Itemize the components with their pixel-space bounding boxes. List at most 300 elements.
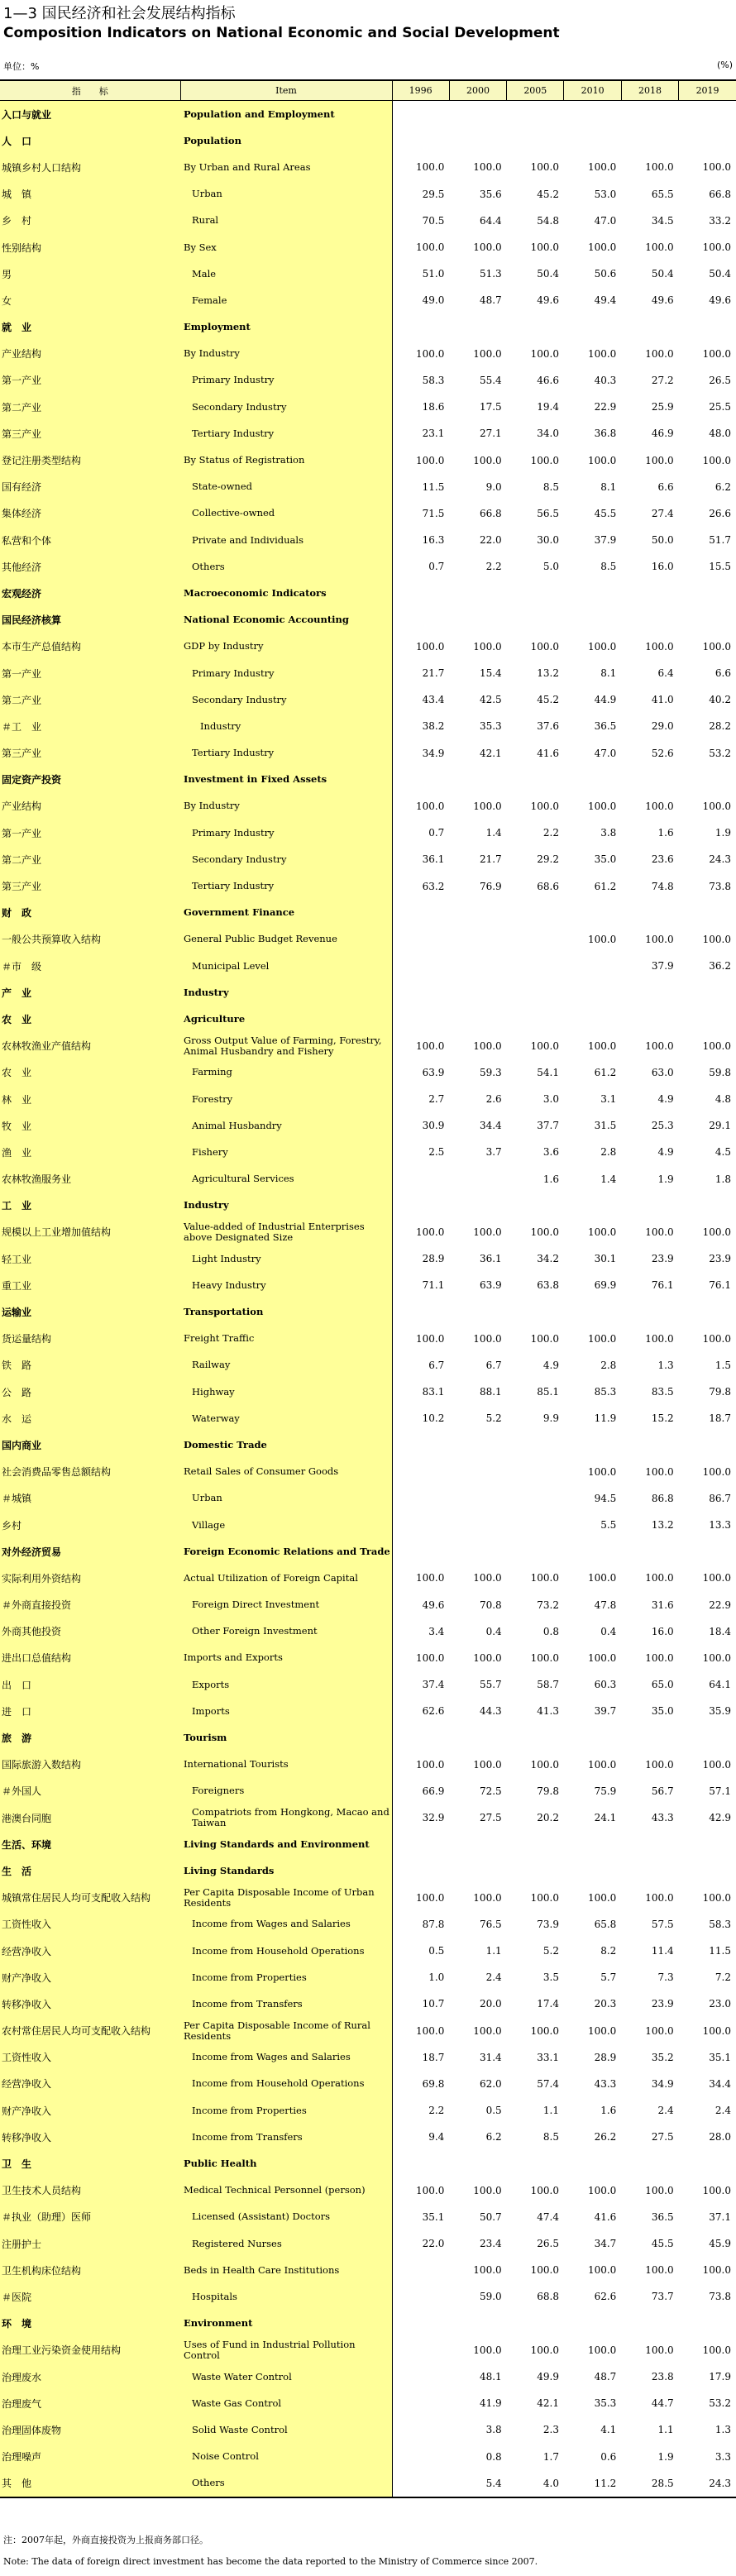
value-cell: 58.3: [709, 1918, 731, 1930]
value-cell: 25.9: [651, 401, 674, 413]
value-cell: 42.9: [709, 1812, 731, 1824]
value-cell: 69.8: [422, 2077, 445, 2090]
value-cell: 64.4: [479, 214, 502, 227]
value-cell: [679, 900, 736, 926]
value-cell: 50.0: [651, 534, 674, 547]
value-cell: 50.4: [709, 268, 731, 280]
value-cell: 49.6: [709, 294, 731, 307]
value-cell: [679, 1724, 736, 1751]
value-cell: 100.0: [473, 2024, 502, 2037]
table-row: [0, 846, 736, 872]
value-cell: 27.5: [651, 2131, 674, 2143]
item-cell: Other Foreign Investment: [180, 1618, 392, 1645]
item-cell: Medical Technical Personnel (person): [180, 2177, 392, 2204]
item-cell: Noise Control: [180, 2444, 392, 2470]
value-cell: [679, 101, 736, 128]
value-cell: 100.0: [530, 2264, 559, 2277]
value-cell: [564, 607, 621, 633]
indicator-cell: ＃外商直接投资: [0, 1592, 180, 1618]
indicator-cell: 港澳台同胞: [0, 1804, 180, 1831]
value-cell: 10.2: [422, 1412, 445, 1425]
table-row: [0, 1565, 736, 1591]
item-cell: Registered Nurses: [180, 2230, 392, 2257]
value-cell: 100.0: [473, 1651, 502, 1664]
value-cell: 24.3: [709, 853, 731, 866]
table-row: [0, 2470, 736, 2497]
value-cell: 17.9: [709, 2371, 731, 2383]
value-cell: 37.7: [537, 1120, 559, 1132]
value-cell: 100.0: [587, 800, 617, 812]
indicator-cell: 出 口: [0, 1671, 180, 1698]
value-cell: 100.0: [473, 1758, 502, 1771]
indicator-cell: 生活、环境: [0, 1831, 180, 1857]
value-cell: [564, 127, 621, 154]
value-cell: 47.8: [594, 1599, 617, 1611]
value-cell: 6.4: [657, 667, 674, 680]
item-cell: Primary Industry: [180, 660, 392, 686]
value-cell: 35.9: [709, 1705, 731, 1718]
value-cell: 28.2: [709, 720, 731, 733]
value-cell: 34.2: [537, 1253, 559, 1265]
value-cell: 66.9: [422, 1785, 445, 1797]
table-row: [0, 314, 736, 341]
header-year: 2005: [507, 80, 564, 101]
item-cell: Solid Waste Control: [180, 2416, 392, 2443]
item-cell: Environment: [180, 2311, 392, 2337]
indicator-cell: 国民经济核算: [0, 607, 180, 633]
value-cell: 51.3: [479, 268, 502, 280]
value-cell: 46.9: [651, 428, 674, 440]
value-cell: 62.0: [479, 2077, 502, 2090]
value-cell: [621, 101, 678, 128]
value-cell: 5.4: [449, 2470, 506, 2497]
indicator-cell: 财产净收入: [0, 1964, 180, 1991]
value-cell: [507, 1431, 564, 1458]
value-cell: 47.0: [594, 214, 617, 227]
value-cell: 83.5: [651, 1386, 674, 1398]
value-cell: 15.4: [479, 667, 502, 680]
indicator-cell: 财 政: [0, 900, 180, 926]
value-cell: [392, 1485, 449, 1512]
value-cell: 34.7: [594, 2238, 617, 2250]
table-row: [0, 1431, 736, 1458]
value-cell: 2.4: [657, 2105, 674, 2117]
value-cell: 76.9: [479, 880, 502, 892]
indicator-cell: 集体经济: [0, 500, 180, 527]
value-cell: 49.0: [422, 294, 445, 307]
value-cell: 34.0: [537, 428, 559, 440]
value-cell: [621, 1831, 678, 1857]
table-row: [0, 1618, 736, 1645]
value-cell: [679, 1431, 736, 1458]
value-cell: 59.3: [479, 1066, 502, 1078]
item-cell: Imports and Exports: [180, 1645, 392, 1671]
value-cell: 16.0: [651, 561, 674, 573]
indicator-cell: 铁 路: [0, 1352, 180, 1379]
value-cell: [392, 1166, 449, 1192]
value-cell: [621, 767, 678, 793]
value-cell: 100.0: [702, 640, 731, 652]
item-cell: Income from Properties: [180, 1964, 392, 1991]
value-cell: [392, 2283, 449, 2310]
item-cell: Licensed (Assistant) Doctors: [180, 2204, 392, 2230]
value-cell: [507, 926, 564, 953]
item-cell: Foreign Economic Relations and Trade: [180, 1538, 392, 1565]
value-cell: 100.0: [415, 1039, 445, 1052]
table-row: [0, 1724, 736, 1751]
table-row: [0, 2444, 736, 2470]
value-cell: 0.7: [428, 827, 445, 839]
value-cell: 37.4: [422, 1679, 445, 1691]
table-row: [0, 2071, 736, 2097]
indicator-cell: 固定资产投资: [0, 767, 180, 793]
value-cell: 100.0: [473, 454, 502, 466]
table-row: [0, 1698, 736, 1724]
value-cell: 100.0: [645, 2184, 674, 2196]
value-cell: 100.0: [645, 800, 674, 812]
value-cell: 31.5: [594, 1120, 617, 1132]
value-cell: 27.2: [651, 374, 674, 386]
value-cell: [564, 1006, 621, 1032]
table-row: [0, 2124, 736, 2150]
value-cell: 23.0: [709, 1998, 731, 2010]
value-cell: 100.0: [587, 1651, 617, 1664]
value-cell: [564, 1831, 621, 1857]
indicator-cell: 治理固体废物: [0, 2416, 180, 2443]
value-cell: 100.0: [645, 347, 674, 360]
value-cell: 100.0: [587, 933, 617, 945]
value-cell: 40.3: [594, 374, 617, 386]
value-cell: 100.0: [530, 800, 559, 812]
value-cell: 41.6: [537, 747, 559, 759]
table-row: [0, 2018, 736, 2044]
value-cell: 36.8: [594, 428, 617, 440]
indicator-cell: 产 业: [0, 979, 180, 1006]
value-cell: 17.4: [537, 1998, 559, 2010]
value-cell: 1.1: [542, 2105, 559, 2117]
table-row: [0, 1405, 736, 1431]
table-row: [0, 1938, 736, 1964]
indicator-cell: ＃市 级: [0, 953, 180, 979]
table-row: [0, 1645, 736, 1671]
value-cell: 100.0: [530, 241, 559, 254]
value-cell: 49.6: [537, 294, 559, 307]
indicator-cell: 农林牧渔服务业: [0, 1166, 180, 1192]
value-cell: [392, 2150, 449, 2177]
table-row: [0, 1139, 736, 1165]
item-cell: Living Standards: [180, 1857, 392, 1884]
value-cell: 0.8: [485, 2450, 502, 2463]
value-cell: 100.0: [645, 1465, 674, 1478]
value-cell: [679, 607, 736, 633]
table-row: [0, 474, 736, 500]
value-cell: 100.0: [702, 347, 731, 360]
value-cell: [621, 1431, 678, 1458]
value-cell: 21.7: [479, 853, 502, 866]
table-row: [0, 2204, 736, 2230]
value-cell: [621, 1724, 678, 1751]
value-cell: 100.0: [415, 800, 445, 812]
indicator-cell: 城镇常住居民人均可支配收入结构: [0, 1885, 180, 1911]
indicator-cell: 宏观经济: [0, 580, 180, 606]
item-cell: Municipal Level: [180, 953, 392, 979]
value-cell: 45.5: [594, 507, 617, 519]
indicator-cell: 运输业: [0, 1298, 180, 1325]
table-row: [0, 1298, 736, 1325]
value-cell: 8.1: [600, 667, 617, 680]
item-cell: By Urban and Rural Areas: [180, 154, 392, 180]
value-cell: 100.0: [645, 241, 674, 254]
value-cell: [449, 101, 506, 128]
value-cell: [621, 1857, 678, 1884]
header-year: 2018: [621, 80, 678, 101]
value-cell: 61.2: [594, 880, 617, 892]
indicator-cell: 第二产业: [0, 686, 180, 713]
indicator-cell: 私营和个体: [0, 527, 180, 553]
indicator-cell: ＃执业（助理）医师: [0, 2204, 180, 2230]
item-cell: Income from Transfers: [180, 2124, 392, 2150]
value-cell: 23.9: [651, 1998, 674, 2010]
item-cell: Tertiary Industry: [180, 740, 392, 767]
value-cell: [507, 314, 564, 341]
value-cell: [392, 101, 449, 128]
value-cell: 100.0: [473, 1226, 502, 1238]
value-cell: 100.0: [415, 1226, 445, 1238]
table-row: [0, 1112, 736, 1139]
indicator-cell: 人 口: [0, 127, 180, 154]
value-cell: 1.6: [657, 827, 674, 839]
indicator-cell: ＃外国人: [0, 1778, 180, 1804]
value-cell: [564, 101, 621, 128]
item-cell: Government Finance: [180, 900, 392, 926]
indicator-cell: 本市生产总值结构: [0, 633, 180, 660]
indicator-cell: 轻工业: [0, 1245, 180, 1272]
value-cell: [507, 580, 564, 606]
value-cell: 100.0: [702, 1891, 731, 1904]
value-cell: 54.8: [537, 214, 559, 227]
value-cell: 85.1: [537, 1386, 559, 1398]
value-cell: [564, 1192, 621, 1219]
value-cell: 2.8: [600, 1146, 617, 1159]
value-cell: [392, 607, 449, 633]
value-cell: 22.0: [479, 534, 502, 547]
value-cell: 11.5: [709, 1945, 731, 1957]
value-cell: 100.0: [702, 2184, 731, 2196]
indicator-cell: 治理噪声: [0, 2444, 180, 2470]
value-cell: [392, 1006, 449, 1032]
value-cell: 100.0: [473, 161, 502, 174]
table-row: [0, 633, 736, 660]
value-cell: 6.7: [485, 1359, 502, 1371]
value-cell: 50.4: [537, 268, 559, 280]
table-row: [0, 234, 736, 260]
value-cell: 18.7: [422, 2051, 445, 2063]
item-cell: International Tourists: [180, 1752, 392, 1778]
value-cell: 100.0: [530, 161, 559, 174]
value-cell: [392, 2257, 449, 2283]
value-cell: 100.0: [702, 2264, 731, 2277]
value-cell: 3.7: [485, 1146, 502, 1159]
value-cell: 100.0: [473, 241, 502, 254]
value-cell: 100.0: [473, 1891, 502, 1904]
value-cell: 33.1: [537, 2051, 559, 2063]
value-cell: [449, 1512, 506, 1538]
value-cell: 2.3: [542, 2424, 559, 2436]
value-cell: 87.8: [422, 1918, 445, 1930]
table-row: [0, 872, 736, 899]
indicator-cell: 乡 村: [0, 208, 180, 234]
value-cell: [392, 2390, 449, 2416]
value-cell: [392, 1857, 449, 1884]
value-cell: 49.4: [594, 294, 617, 307]
value-cell: 1.7: [542, 2450, 559, 2463]
indicator-cell: 进 口: [0, 1698, 180, 1724]
value-cell: 100.0: [702, 1758, 731, 1771]
indicator-cell: 其他经济: [0, 553, 180, 580]
value-cell: 13.2: [537, 667, 559, 680]
value-cell: 53.0: [594, 188, 617, 200]
table-row: [0, 2097, 736, 2124]
value-cell: 76.1: [651, 1279, 674, 1292]
item-cell: Actual Utilization of Foreign Capital: [180, 1565, 392, 1591]
table-row: [0, 1911, 736, 1938]
indicator-cell: 第一产业: [0, 820, 180, 846]
item-cell: By Industry: [180, 341, 392, 367]
value-cell: [449, 767, 506, 793]
value-cell: 100.0: [587, 347, 617, 360]
value-cell: 57.1: [709, 1785, 731, 1797]
table-row: [0, 1671, 736, 1698]
value-cell: 13.3: [709, 1519, 731, 1532]
value-cell: [392, 1298, 449, 1325]
value-cell: 100.0: [530, 1651, 559, 1664]
value-cell: 30.1: [594, 1253, 617, 1265]
indicator-cell: 治理废水: [0, 2363, 180, 2390]
table-row: [0, 1245, 736, 1272]
value-cell: 6.7: [428, 1359, 445, 1371]
table-row: [0, 260, 736, 287]
table-row: [0, 1379, 736, 1405]
value-cell: [507, 1459, 564, 1485]
indicator-cell: 环 境: [0, 2311, 180, 2337]
value-cell: [679, 1192, 736, 1219]
item-cell: Fishery: [180, 1139, 392, 1165]
item-cell: Waste Water Control: [180, 2363, 392, 2390]
value-cell: [621, 607, 678, 633]
table-row: [0, 740, 736, 767]
unit-label: 单位：%: [3, 61, 40, 72]
item-cell: Urban: [180, 181, 392, 208]
item-cell: Exports: [180, 1671, 392, 1698]
item-cell: Macroeconomic Indicators: [180, 580, 392, 606]
indicator-cell: 农村常住居民人均可支配收入结构: [0, 2018, 180, 2044]
value-cell: 46.6: [537, 374, 559, 386]
value-cell: 50.6: [594, 268, 617, 280]
item-cell: Income from Transfers: [180, 1991, 392, 2017]
value-cell: 0.6: [600, 2450, 617, 2463]
value-cell: [449, 607, 506, 633]
item-cell: Domestic Trade: [180, 1431, 392, 1458]
value-cell: 100.0: [530, 454, 559, 466]
table-row: [0, 2416, 736, 2443]
column-header-row: [0, 80, 736, 101]
value-cell: 66.8: [709, 188, 731, 200]
value-cell: 100.0: [587, 241, 617, 254]
value-cell: 49.6: [422, 1599, 445, 1611]
header-year: 1996: [392, 80, 449, 101]
value-cell: [621, 1192, 678, 1219]
table-row: [0, 287, 736, 313]
value-cell: [679, 2150, 736, 2177]
value-cell: 2.7: [428, 1093, 445, 1106]
value-cell: 38.2: [422, 720, 445, 733]
item-cell: National Economic Accounting: [180, 607, 392, 633]
value-cell: 27.1: [479, 428, 502, 440]
indicator-cell: 社会消费品零售总额结构: [0, 1459, 180, 1485]
value-cell: 37.6: [537, 720, 559, 733]
table-row: [0, 580, 736, 606]
indicator-cell: 重工业: [0, 1272, 180, 1298]
value-cell: 1.4: [485, 827, 502, 839]
value-cell: [564, 580, 621, 606]
table-row: [0, 1192, 736, 1219]
item-cell: Female: [180, 287, 392, 313]
value-cell: 2.4: [485, 1971, 502, 1984]
value-cell: 1.8: [714, 1173, 731, 1185]
value-cell: 68.6: [537, 880, 559, 892]
value-cell: 29.2: [537, 853, 559, 866]
table-row: [0, 1166, 736, 1192]
value-cell: 37.9: [594, 534, 617, 547]
value-cell: [507, 1831, 564, 1857]
value-cell: 36.1: [479, 1253, 502, 1265]
table-row: [0, 660, 736, 686]
indicator-cell: 经营净收入: [0, 2071, 180, 2097]
value-cell: 45.2: [537, 188, 559, 200]
table-title-cn: 1—3 国民经济和社会发展结构指标: [3, 5, 236, 22]
value-cell: 100.0: [702, 2024, 731, 2037]
item-cell: Highway: [180, 1379, 392, 1405]
value-cell: 100.0: [530, 1758, 559, 1771]
value-cell: [564, 953, 621, 979]
value-cell: [392, 1538, 449, 1565]
item-cell: Investment in Fixed Assets: [180, 767, 392, 793]
value-cell: [449, 1006, 506, 1032]
value-cell: 100.0: [645, 454, 674, 466]
value-cell: 1.3: [714, 2424, 731, 2436]
table-row: [0, 1033, 736, 1059]
value-cell: 17.5: [479, 401, 502, 413]
value-cell: 19.4: [537, 401, 559, 413]
indicator-cell: 货运量结构: [0, 1326, 180, 1352]
value-cell: 64.1: [709, 1679, 731, 1691]
value-cell: [621, 314, 678, 341]
table-row: [0, 900, 736, 926]
value-cell: [679, 979, 736, 1006]
value-cell: 48.1: [479, 2371, 502, 2383]
table-row: [0, 1006, 736, 1032]
value-cell: 57.4: [537, 2077, 559, 2090]
indicator-cell: 产业结构: [0, 341, 180, 367]
value-cell: 34.9: [651, 2077, 674, 2090]
value-cell: 48.7: [594, 2371, 617, 2383]
value-cell: 11.2: [564, 2470, 621, 2497]
value-cell: 68.8: [537, 2291, 559, 2303]
value-cell: 48.7: [479, 294, 502, 307]
value-cell: 0.5: [485, 2105, 502, 2117]
value-cell: 37.9: [651, 960, 674, 973]
value-cell: [449, 580, 506, 606]
